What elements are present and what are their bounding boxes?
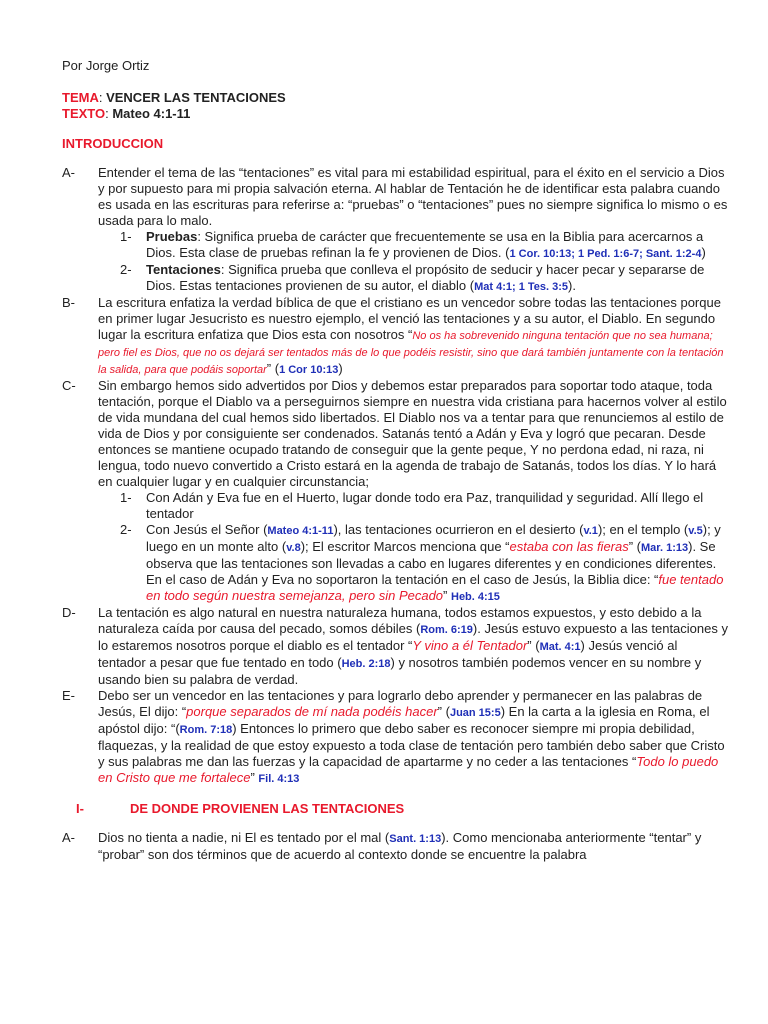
scripture-ref: Sant. 1:13 bbox=[389, 833, 442, 845]
point-d: D- La tentación es algo natural en nuestra naturaleza humana, todos estamos expuestos, y esto debido a la naturaleza caída por causa del pecado, somos débiles (Rom. 6:19). Jesús estuvo expuesto a las tentaciones y lo estaremos nosotros porque el diablo es el tentador “Y vino a él Tentador” (Mat. 4:1) Jesús venció al tentador a pesar que fue tentado en todo (Heb. 2:18) y nosotros también podemos vencer en su nombre y usando bien su palabra de verdad. bbox=[62, 605, 728, 687]
sub-label: 1- bbox=[120, 229, 132, 244]
scripture-ref: 1 Cor. 10:13; 1 Ped. 1:6-7; Sant. 1:2-4 bbox=[509, 248, 702, 260]
scripture-quote: porque separados de mí nada podéis hacer bbox=[186, 704, 438, 719]
scripture-ref: Rom. 7:18 bbox=[179, 724, 233, 736]
sub-text: Con Adán y Eva fue en el Huerto, lugar donde todo era Paz, tranquilidad y seguridad. Allí llego el tentador bbox=[146, 490, 704, 521]
scripture-ref: Juan 15:5 bbox=[449, 707, 501, 719]
sub-label: 2- bbox=[120, 522, 132, 537]
point-a-sub-1: 1- Pruebas: Significa prueba de carácter que frecuentemente se usa en la Biblia para acercarnos a Dios. Esta clase de pruebas refinan la fe y provienen de Dios. (1 Cor. 10:13; 1 Ped. 1:6-7; Sant. 1:2-4) bbox=[120, 229, 706, 260]
scripture-quote: Y vino a él Tentador bbox=[412, 638, 528, 653]
scripture-quote: fue tentado en todo según nuestra semejanza, pero sin Pecado bbox=[146, 572, 724, 603]
intro-heading: INTRODUCCION bbox=[62, 136, 164, 151]
scripture-quote: No os ha sobrevenido ninguna tentación que no sea humana; pero fiel es Dios, que no os dejará ser tentados más de lo que podéis resistir, sino que dará también juntamente con la tentación la salida, para que podáis soportar bbox=[98, 330, 724, 376]
section-label: I- bbox=[76, 801, 84, 816]
tema-line: TEMA: VENCER LAS TENTACIONES bbox=[62, 90, 286, 105]
point-b: B- La escritura enfatiza la verdad bíblica de que el cristiano es un vencedor sobre todas las tentaciones porque en primer lugar Jesucristo es nuestro ejemplo, el venció las tentaciones y a su autor, el Diablo. En segundo lugar la escritura enfatiza que Dios esta con nosotros “No os ha sobrevenido ninguna tentación que no sea humana; pero fiel es Dios, que no os dejará ser tentados más de lo que podéis resistir, sino que dará también juntamente con la tentación la salida, para que podáis soportar” (1 Cor 10:13) bbox=[62, 295, 724, 376]
point-b-text: La escritura enfatiza la verdad bíblica de que el cristiano es un vencedor sobre todas las tentaciones porque en primer lugar Jesucristo es nuestro ejemplo, el venció las tentaciones y a su autor, el Diablo. En segundo lugar la escritura enfatiza que Dios esta con nosotros “ bbox=[98, 295, 721, 342]
scripture-quote: Todo lo puedo en Cristo que me fortalece bbox=[98, 754, 719, 785]
scripture-ref: Mateo 4:1-11 bbox=[267, 525, 334, 537]
scripture-ref: Heb. 4:15 bbox=[451, 591, 500, 603]
texto-ref: Mateo 4:1-11 bbox=[112, 106, 191, 121]
point-c-text: Sin embargo hemos sido advertidos por Dios y debemos estar preparados para soportar todo ataque, toda tentación, porque el Diablo va a perseguirnos siempre en nuestra vida cristiana para hacernos volver al estilo de vida mundana del cual hemos sido libertados. El Diablo nos va a tentar para que renunciemos al estilo de vida de Dios y por consiguiente ser condenados. Satanás tentó a Adán y Eva y logró que pecaran. Desde entonces se mantiene ocupado tratando de conseguir que la gente peque, Y no perdona edad, ni raza, ni lengua, todo nuevo convertido a Cristo estará en la agenda de trabajo de Satanás, todos los días. Y lo hará en cualquier lugar y en cualquier circunstancia; bbox=[98, 378, 727, 489]
tema-title: VENCER LAS TENTACIONES bbox=[106, 90, 286, 105]
point-a bbox=[62, 165, 728, 229]
point-a-text: Entender el tema de las “tentaciones” es vital para mi estabilidad espiritual, para el éxito en el servicio a Dios y por supuesto para mi propia salvación eterna. Al hablar de Tentación he de identificar esta palabra cuando es usada en las escrituras para referirse a: “pruebas” o “tentaciones” pues no siempre significa lo mismo o es usada para lo malo. bbox=[98, 165, 728, 228]
point-c bbox=[62, 378, 728, 490]
scripture-ref: Mat 4:1; 1 Tes. 3:5 bbox=[474, 281, 569, 293]
tema-label: TEMA bbox=[62, 90, 99, 105]
scripture-quote: estaba con las fieras bbox=[509, 539, 629, 554]
scripture-ref: v.1 bbox=[583, 525, 598, 537]
sub-label: 1- bbox=[120, 490, 132, 505]
scripture-ref: Fil. 4:13 bbox=[258, 773, 300, 785]
scripture-ref: v.5 bbox=[688, 525, 703, 537]
scripture-ref: v.8 bbox=[286, 542, 301, 554]
texto-line: TEXTO: Mateo 4:1-11 bbox=[62, 106, 191, 121]
term-pruebas: Pruebas bbox=[146, 229, 198, 244]
point-b-label: B- bbox=[62, 295, 75, 310]
sub-text: : Significa prueba que conlleva el propósito de seducir y hacer pecar y separarse de Dios. Estas tentaciones provienen de su autor, el diablo ( bbox=[146, 262, 705, 293]
point-e: E- Debo ser un vencedor en las tentaciones y para lograrlo debo aprender y permanecer en las palabras de Jesús, El dijo: “porque separados de mí nada podéis hacer” (Juan 15:5) En la carta a la iglesia en Roma, el apóstol dijo: “(Rom. 7:18) Entonces lo primero que debo saber es reconocer siempre mi propia debilidad, flaquezas, y la realidad de que estoy expuesto a toda clase de tentación pero también debo saber que Cristo y sus palabras me dan las fuerzas y la capacidad de apartarme y no ceder a las tentaciones “Todo lo puedo en Cristo que me fortalece” Fil. 4:13 bbox=[62, 688, 725, 785]
section1-point-a: A- Dios no tienta a nadie, ni El es tentado por el mal (Sant. 1:13). Como mencionaba anteriormente “tentar” y “probar” son dos términos que de acuerdo al contexto donde se encuentre la palabra bbox=[62, 830, 702, 862]
point-c-label: C- bbox=[62, 378, 76, 393]
texto-label: TEXTO bbox=[62, 106, 106, 121]
point-a-label: A- bbox=[62, 165, 75, 180]
point-e-label: E- bbox=[62, 688, 75, 703]
term-tentaciones: Tentaciones bbox=[146, 262, 221, 277]
scripture-ref: 1 Cor 10:13 bbox=[279, 364, 339, 376]
scripture-ref: Mar. 1:13 bbox=[641, 542, 689, 554]
point-label: A- bbox=[62, 830, 75, 845]
section-title: DE DONDE PROVIENEN LAS TENTACIONES bbox=[130, 801, 405, 816]
point-a-sub-2: 2- Tentaciones: Significa prueba que conlleva el propósito de seducir y hacer pecar y separarse de Dios. Estas tentaciones provienen de su autor, el diablo (Mat 4:1; 1 Tes. 3:5). bbox=[120, 262, 705, 293]
point-c-sub-1 bbox=[120, 490, 728, 522]
section-heading-1 bbox=[76, 801, 728, 816]
scripture-ref: Mat. 4:1 bbox=[539, 641, 581, 653]
scripture-ref: Heb. 2:18 bbox=[341, 658, 391, 670]
point-c-sub-2: 2- Con Jesús el Señor (Mateo 4:1-11), las tentaciones ocurrieron en el desierto (v.1); en el templo (v.5); y luego en un monte alto (v.8); El escritor Marcos menciona que “estaba con las fieras” (Mar. 1:13). Se observa que las tentaciones son llevadas a cabo en lugares diferentes y en condiciones diferentes. En el caso de Adán y Eva no soportaron la tentación en el caso de Jesús, la Biblia dice: “fue tentado en todo según nuestra semejanza, pero sin Pecado” Heb. 4:15 bbox=[120, 522, 724, 603]
sub-text: : Significa prueba de carácter que frecuentemente se usa en la Biblia para acercarnos a Dios. Esta clase de pruebas refinan la fe y provienen de Dios. ( bbox=[146, 229, 704, 260]
author-line: Por Jorge Ortiz bbox=[62, 58, 150, 73]
point-d-label: D- bbox=[62, 605, 76, 620]
sub-label: 2- bbox=[120, 262, 132, 277]
scripture-ref: Rom. 6:19 bbox=[420, 624, 473, 636]
